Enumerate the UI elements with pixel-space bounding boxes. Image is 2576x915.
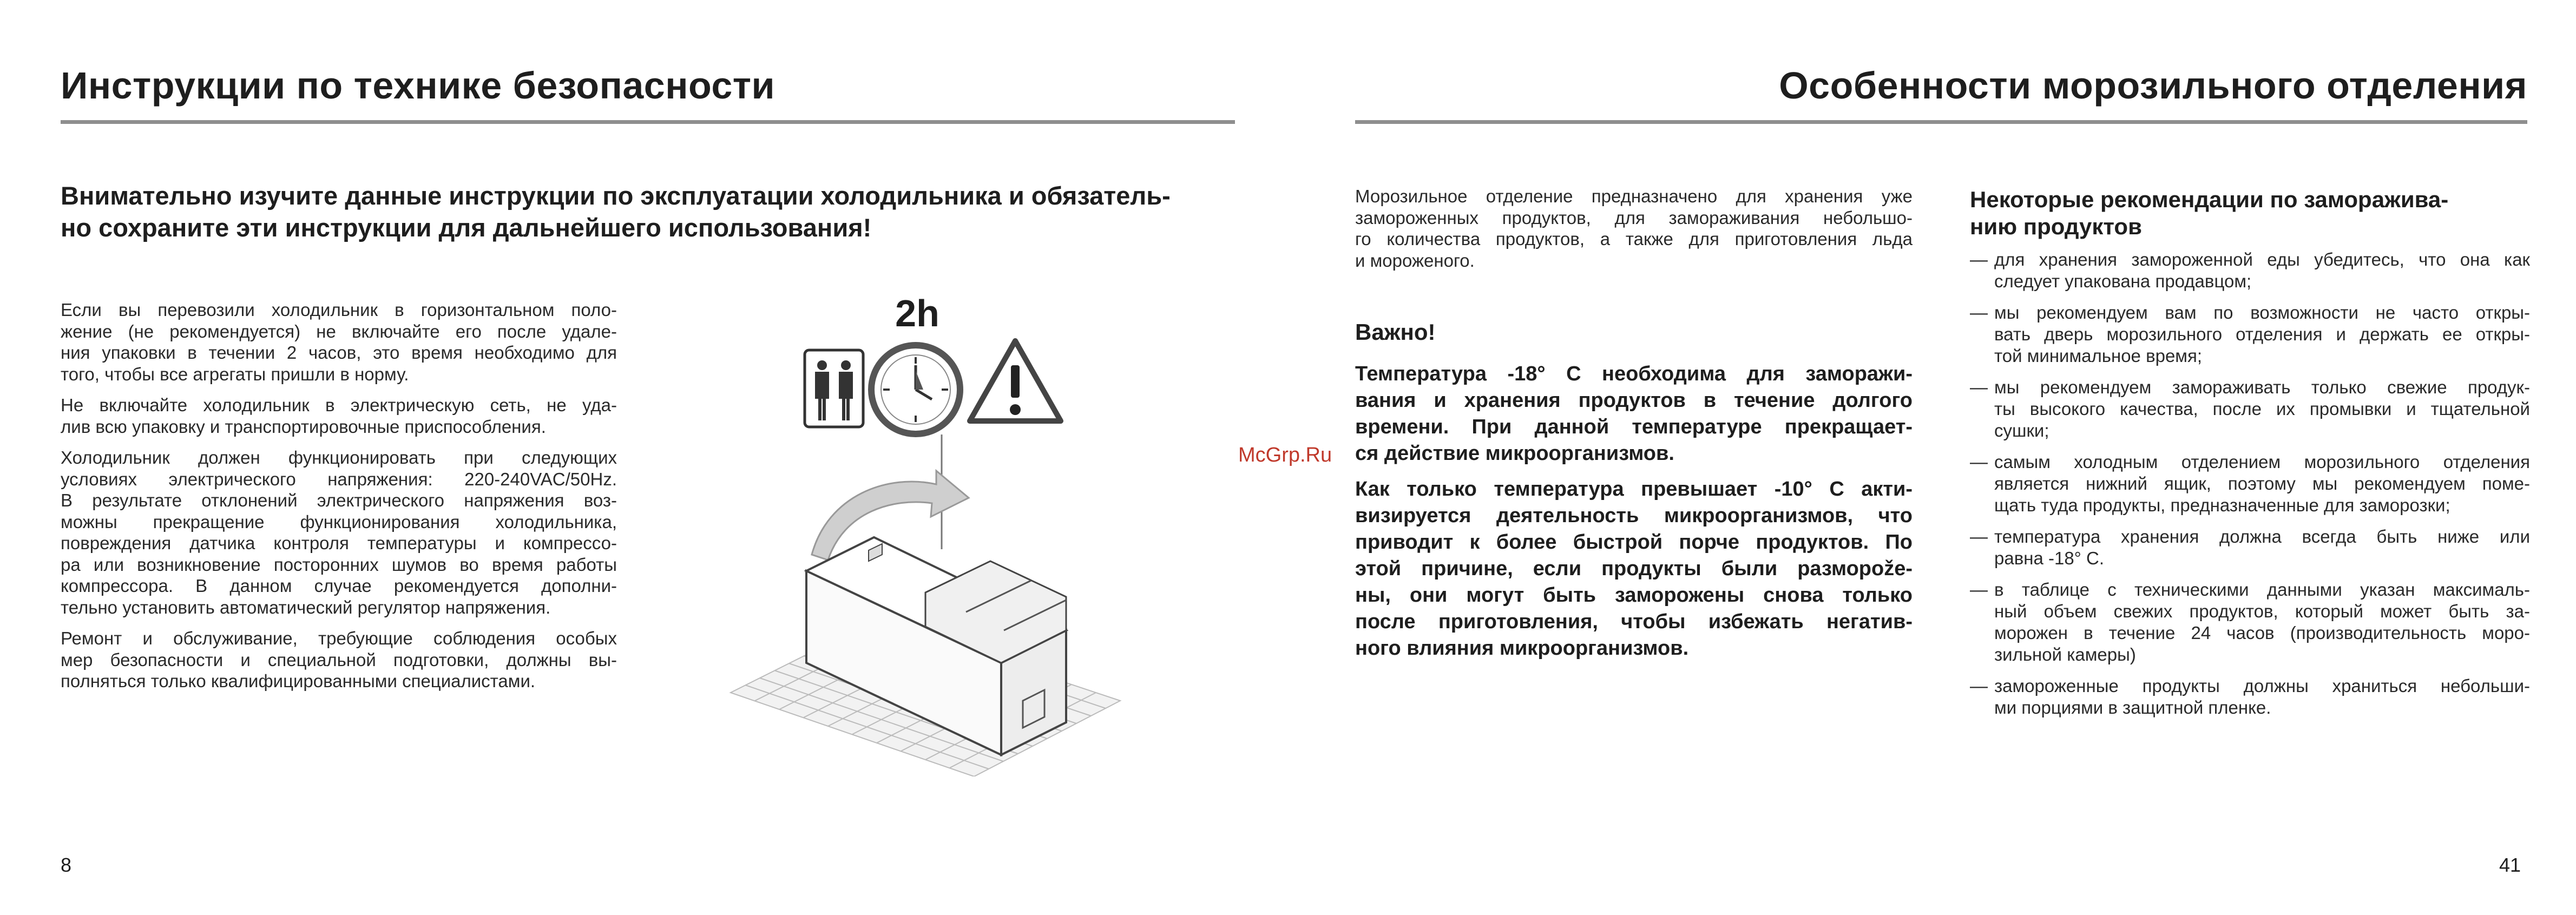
text-line: времени. При данной температуре прекращает-: [1355, 416, 1913, 438]
text-line: той минимальное время;: [1994, 346, 2203, 366]
text-line: самым холодным отделением морозильного отделения: [1994, 452, 2530, 472]
important-paragraph-18: [1355, 361, 1913, 467]
right-title-rule: [1355, 120, 2527, 124]
text-line: ми порциями в защитной пленке.: [1994, 697, 2271, 717]
left-title-rule: [61, 120, 1235, 124]
text-line: Как только температура превышает -10° С акти-: [1355, 478, 1913, 501]
text-line: повреждения датчика контроля температуры и компрессо-: [61, 533, 617, 553]
paragraph-transport: [61, 299, 617, 385]
text-line: зильной камеры): [1994, 644, 2136, 664]
text-line: ра или возникновение посторонних шумов во время работы: [61, 554, 617, 575]
text-line: Температура -18° С необходима для заморажи-: [1355, 363, 1913, 385]
text-line: ты высокого качества, после их промывки и тщательной: [1994, 399, 2530, 419]
text-line: тельно установить автоматический регулятор напряжения.: [61, 597, 551, 617]
text-line: ся действие микроорганизмов.: [1355, 442, 1674, 465]
dash-bullet: —: [1970, 249, 1988, 269]
list-item: [1970, 675, 2530, 719]
lead-line: но сохраните эти инструкции для дальнейшего использования!: [61, 213, 872, 242]
text-line: мы рекомендуем замораживать только свежие продук-: [1994, 377, 2530, 397]
heading-line: Некоторые рекомендации по заморажива-: [1970, 187, 2449, 212]
list-item: [1970, 451, 2530, 516]
lead-paragraph: [61, 180, 1235, 243]
left-page-title: Инструкции по технике безопасности: [61, 64, 776, 107]
list-item: [1970, 526, 2530, 569]
text-line: в таблице с техническими данными указан максималь-: [1994, 580, 2530, 600]
text-line: и мороженого.: [1355, 250, 1475, 271]
text-line: го количества продуктов, а также для приготовления льда: [1355, 229, 1913, 249]
safety-paragraphs: [61, 299, 617, 702]
text-line: равна -18° С.: [1994, 548, 2105, 568]
text-line: для хранения замороженной еды убедитесь, что она как: [1994, 249, 2530, 269]
list-item: [1970, 249, 2530, 292]
lead-line: Внимательно изучите данные инструкции по эксплуатации холодильника и обязатель-: [61, 181, 1171, 210]
paragraph-voltage: [61, 447, 617, 618]
heading-line: нию продуктов: [1970, 214, 2142, 239]
recommendations-list: [1970, 249, 2530, 728]
text-line: Морозильное отделение предназначено для хранения уже: [1355, 186, 1913, 206]
text-line: визируется деятельность микроорганизмов, что: [1355, 504, 1913, 527]
text-line: Холодильник должен функционировать при следующих: [61, 447, 617, 468]
clock-icon: [871, 292, 960, 434]
text-line: мы рекомендуем вам по возможности не часто откры-: [1994, 302, 2530, 322]
dash-bullet: —: [1970, 676, 1988, 696]
text-line: температура хранения должна всегда быть ниже или: [1994, 526, 2530, 547]
watermark: McGrp.Ru: [1238, 444, 1332, 466]
important-paragraph-10: [1355, 476, 1913, 662]
text-line: замороженных продуктов, для замораживания небольшо-: [1355, 207, 1913, 228]
text-line: жение (не рекомендуется) не включайте его после удале-: [61, 321, 617, 341]
dash-bullet: —: [1970, 302, 1988, 322]
text-line: вать дверь морозильного отделения и держать ее откры-: [1994, 324, 2530, 344]
text-line: Ремонт и обслуживание, требующие соблюдения особых: [61, 628, 617, 648]
two-people-icon: [805, 350, 863, 427]
text-line: можны прекращение функционирования холодильника,: [61, 511, 617, 532]
text-line: сушки;: [1994, 420, 2049, 440]
text-line: того, чтобы все агрегаты пришли в норму.: [61, 364, 409, 384]
two-hours-label: 2h: [895, 292, 939, 334]
dash-bullet: —: [1970, 580, 1988, 600]
text-line: замороженные продукты должны храниться небольши-: [1994, 676, 2530, 696]
text-line: ный объем свежих продуктов, который может быть за-: [1994, 601, 2530, 621]
paragraph-repair: [61, 628, 617, 692]
text-line: морожен в течение 24 часов (производительность моро-: [1994, 623, 2530, 643]
text-line: условиях электрического напряжения: 220-240VAC/50Hz.: [61, 469, 617, 489]
text-line: ного влияния микроорганизмов.: [1355, 637, 1689, 660]
text-line: В результате отклонений электрического напряжения воз-: [61, 490, 617, 510]
list-item: [1970, 579, 2530, 666]
recommendations-heading: [1970, 186, 2448, 240]
dash-bullet: —: [1970, 526, 1988, 547]
left-page-number: 8: [61, 854, 72, 876]
text-line: вания и хранения продуктов в течение долгого: [1355, 389, 1913, 412]
text-line: является нижний ящик, поэтому мы рекомендуем поме-: [1994, 473, 2530, 493]
freezer-intro: [1355, 186, 1913, 271]
text-line: Если вы перевозили холодильник в горизонтальном поло-: [61, 300, 617, 320]
text-line: следует упакована продавцом;: [1994, 271, 2252, 291]
unpacking-illustration: [720, 289, 1131, 776]
text-line: Не включайте холодильник в электрическую сеть, не уда-: [61, 395, 617, 415]
text-line: после приготовления, чтобы избежать негатив-: [1355, 610, 1913, 633]
dash-bullet: —: [1970, 377, 1988, 397]
important-heading: Важно!: [1355, 319, 1436, 345]
text-line: компрессора. В данном случае рекомендуется дополни-: [61, 576, 617, 596]
right-page-title: Особенности морозильного отделения: [1779, 64, 2527, 107]
right-page-number: 41: [2499, 854, 2521, 876]
warning-icon: [970, 341, 1061, 421]
text-line: ния упаковки в течении 2 часов, это время необходимо для: [61, 343, 617, 363]
text-line: полняться только квалифицированными специалистами.: [61, 671, 536, 691]
text-line: ны, они могут быть заморожены снова только: [1355, 584, 1913, 607]
text-line: мер безопасности и специальной подготовки, должны вы-: [61, 649, 617, 670]
text-line: лив всю упаковку и транспортировочные приспособления.: [61, 416, 546, 437]
list-item: [1970, 302, 2530, 367]
text-line: приводит к более быстрой порче продуктов. По: [1355, 531, 1913, 554]
list-item: [1970, 377, 2530, 442]
paragraph-packaging: [61, 394, 617, 437]
text-line: этой причине, если продукты были разморože-: [1355, 557, 1913, 580]
dash-bullet: —: [1970, 452, 1988, 472]
text-line: щать туда продукты, предназначенные для заморозки;: [1994, 495, 2450, 515]
